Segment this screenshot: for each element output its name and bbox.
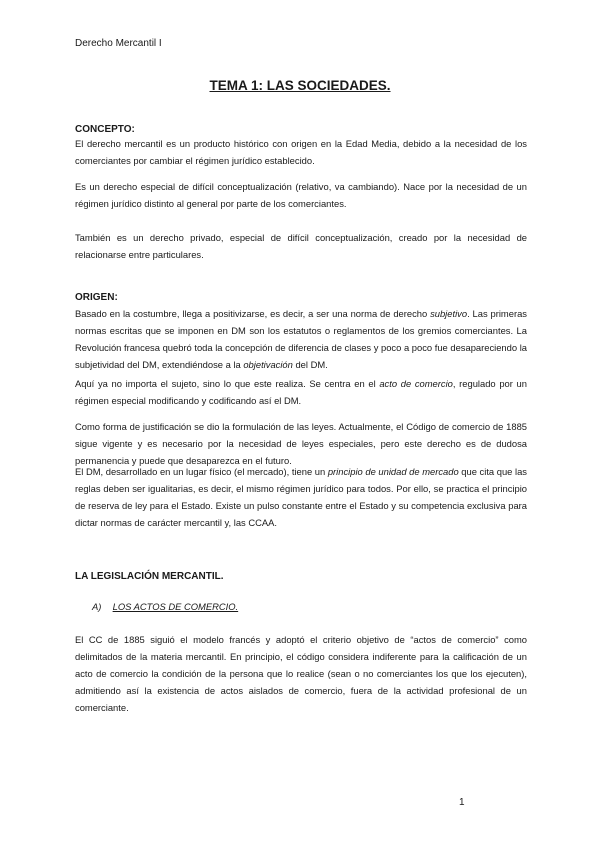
page-title: TEMA 1: LAS SOCIEDADES. xyxy=(209,78,391,93)
section-heading-legislacion: LA LEGISLACIÓN MERCANTIL. xyxy=(75,571,224,582)
origen-paragraph-1: Basado en la costumbre, llega a positivizarse, es decir, a ser una norma de derecho subjetivo. Las primeras normas escritas que se imponen en DM son los estatutos o reglamentos de los gremios comerciantes. La Revolución francesa quebró toda la concepción de diferencia de clases y poco a poco fue desapareciendo la subjetividad del DM, extendiéndose a la objetivación del DM. xyxy=(75,308,527,370)
running-header: Derecho Mercantil I xyxy=(75,38,162,49)
concepto-paragraph-3: También es un derecho privado, especial de difícil conceptualización, creado por la necesidad de relacionarse entre particulares. xyxy=(75,232,527,260)
concepto-paragraph-1: El derecho mercantil es un producto histórico con origen en la Edad Media, debido a la necesidad de los comerciantes por cambiar el régimen jurídico establecido. xyxy=(75,138,527,166)
subsection-heading-actos xyxy=(92,601,238,612)
origen-paragraph-3: Como forma de justificación se dio la formulación de las leyes. Actualmente, el Código de comercio de 1885 sigue vigente y es necesario por la necesidad de leyes especiales, pero este derecho es de dudosa permanencia y puede que desaparezca en el futuro. xyxy=(75,421,527,466)
origen-paragraph-4: El DM, desarrollado en un lugar físico (el mercado), tiene un principio de unidad de mercado que cita que las reglas deben ser igualitarias, es decir, el mismo régimen jurídico para todos. Por ello, se practica el principio de reserva de ley para el Estado. Existe un pulso constante entre el Estado y su competencia exclusiva para dictar normas de carácter mercantil y, las CCAA. xyxy=(75,466,527,528)
legislacion-paragraph-1: El CC de 1885 siguió el modelo francés y adoptó el criterio objetivo de “actos de comercio” como delimitados de la materia mercantil. En principio, el código considera indiferente para la calificación de un acto de comercio la condición de la persona que lo realice (sean o no comerciantes los que los ejecuten), admitiendo así la existencia de actos aislados de comercio, fuera de la actividad profesional de un comerciante. xyxy=(75,634,527,713)
origen-paragraph-2: Aquí ya no importa el sujeto, sino lo que este realiza. Se centra en el acto de comercio, regulado por un régimen especial modificando y codificando así el DM. xyxy=(75,378,527,406)
section-heading-concepto: CONCEPTO: xyxy=(75,124,135,135)
concepto-paragraph-2: Es un derecho especial de difícil conceptualización (relativo, va cambiando). Nace por la necesidad de un régimen jurídico distinto al general por parte de los comerciantes. xyxy=(75,181,527,209)
subsection-label: A) xyxy=(92,601,102,612)
section-heading-origen: ORIGEN: xyxy=(75,292,118,303)
subsection-title: LOS ACTOS DE COMERCIO. xyxy=(112,601,239,612)
page-number: 1 xyxy=(459,797,465,808)
